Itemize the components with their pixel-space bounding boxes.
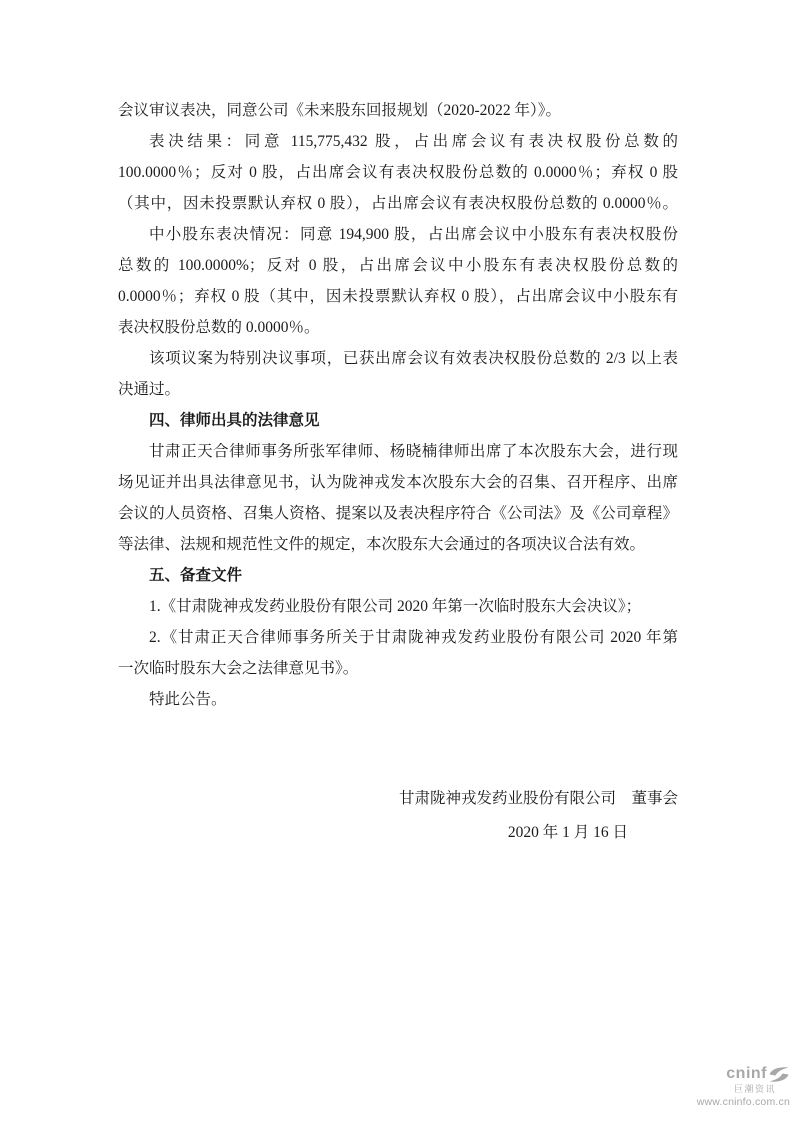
body-line: 决通过。 [118,381,181,398]
signature-block [118,782,678,850]
body-line-lawyers: 甘肃正天合律师事务所张军律师、杨晓楠律师出席了本次股东大会，进行现 [149,443,678,460]
body-line-vote-result: 表决结果：同意 115,775,432 股，占出席会议有表决权股份总数的 [149,133,678,150]
document-body [118,95,678,850]
body-line: 等法律、法规和规范性文件的规定，本次股东大会通过的各项决议合法有效。 [118,536,646,553]
body-line: 0.0000％；弃权 0 股（其中，因未投票默认弃权 0 股），占出席会议中小股东有 [118,288,678,305]
section-heading-reference-documents: 五、备查文件 [149,567,243,584]
body-line: 总数的 100.0000%；反对 0 股，占出席会议中小股东有表决权股份总数的 [118,257,678,274]
cninfo-brand-text: cninf [726,1065,767,1082]
body-line: 会议的人员资格、召集人资格、提案以及表决程序符合《公司法》及《公司章程》 [118,505,678,522]
body-line: （其中，因未投票默认弃权 0 股），占出席会议有表决权股份总数的 0.0000％。 [118,195,678,212]
cninfo-swirl-icon [768,1066,790,1083]
body-line: 100.0000％；反对 0 股，占出席会议有表决权股份总数的 0.0000％；弃权 0 股 [118,164,678,181]
closing-announcement-line: 特此公告。 [149,691,227,708]
list-item-1: 1.《甘肃陇神戎发药业股份有限公司 2020 年第一次临时股东大会决议》； [149,598,642,615]
body-line-special-resolution: 该项议案为特别决议事项，已获出席会议有效表决权股份总数的 2/3 以上表 [149,350,678,367]
body-line-continuation: 会议审议表决，同意公司《未来股东回报规划（2020-2022 年）》。 [118,102,562,119]
cninfo-brand-row [697,1066,790,1083]
section-heading-legal-opinion: 四、律师出具的法律意见 [149,412,320,429]
list-item-2: 2.《甘肃正天合律师事务所关于甘肃陇神戎发药业股份有限公司 2020 年第 [149,629,678,646]
cninfo-url: www.cninfo.com.cn [696,1095,790,1108]
list-item-2-continuation: 一次临时股东大会之法律意见书》。 [118,660,359,677]
signature-company: 甘肃陇神戎发药业股份有限公司 董事会 [398,790,678,807]
body-line: 表决权股份总数的 0.0000％。 [118,319,320,336]
body-line: 场见证并出具法律意见书，认为陇神戎发本次股东大会的召集、召开程序、出席 [118,474,678,491]
signature-date: 2020 年 1 月 16 日 [507,824,628,841]
cninfo-logo [697,1066,790,1108]
cninfo-caption: 巨潮资讯 [733,1083,776,1094]
body-line-minority-vote: 中小股东表决情况：同意 194,900 股，占出席会议中小股东有表决权股份 [149,226,678,243]
